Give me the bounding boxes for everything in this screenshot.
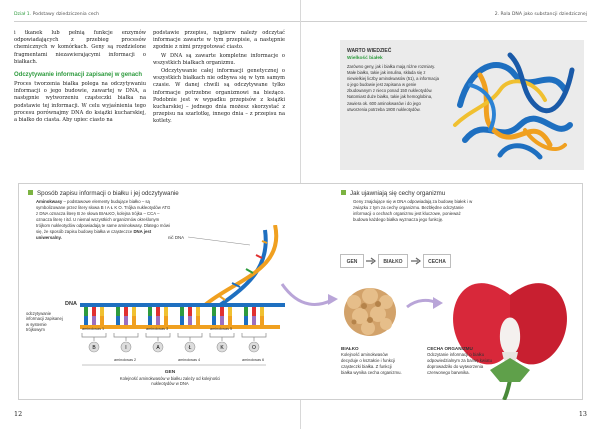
amino-label: aminokwas 3 bbox=[146, 327, 169, 331]
info-box-text: Zarówno geny, jak i białka mają różne rozmiary. Małe białko, takie jak insulina, składa się z niewielkiej liczby aminokwasów (51), a informacja o jego budowie jest zapisana w genie zbudowanym z nieco ponad 150 nukleotydów. Natomiast duże białko, takie jak hemoglobina, zawiera ok. 600 aminokwasów i do jego utworzenia potrzeba 1800 nukleotydów. bbox=[347, 64, 439, 112]
gene-label: GEN bbox=[164, 370, 176, 375]
dna-translation-diagram bbox=[20, 225, 320, 395]
amino-label: aminokwas 6 bbox=[242, 358, 265, 362]
to-protein-arrow-icon bbox=[280, 280, 340, 310]
nucleotide-pairs bbox=[84, 307, 264, 325]
flow-trait: CECHA bbox=[423, 254, 451, 268]
flow-arrow-icon bbox=[366, 257, 376, 265]
to-trait-arrow-icon bbox=[405, 295, 445, 315]
flow-protein: BIAŁKO bbox=[378, 254, 408, 268]
paragraph: Odczytywanie całej informacji genetycznej o wszystkich białkach nie odbywa się w tym samym czasie. W danej chwili są odczytywane tylko informacje potrzebne organizmowi na bieżąco. Podobnie jest w wypadku przepisów z książki kucharskiej – jednego dnia możesz skorzystać z przepisu na szarlotkę, innego dnia – z przepisu na kotlety. bbox=[153, 68, 285, 125]
amino-letter: B bbox=[92, 345, 96, 351]
amino-acid-letters bbox=[89, 342, 259, 352]
left-section-heading: Sposób zapisu informacji o białku i jej odczytywanie bbox=[28, 190, 179, 197]
protein-caption-title: BIAŁKO bbox=[341, 346, 359, 351]
text-column-1 bbox=[14, 30, 146, 125]
trait-caption-text: Odczytanie informacji o białku odpowiedzialnym za barwę kwiatu doprowadziło do wytworzenia czerwonego barwnika. bbox=[427, 352, 492, 375]
paragraph: Proces tworzenia białka polega na odczytywaniu informacji o jego budowie, zawartej w DNA, a następnie wytworzeniu cząsteczki białka na podstawie tej informacji. W celu wyjaśnienia tego procesu porównajmy DNA do książki kucharskiej, a białko do ciasta. Aby upiec ciasto na bbox=[14, 81, 146, 124]
protein-blob-illustration bbox=[340, 284, 400, 340]
page-number-left: 12 bbox=[14, 410, 23, 418]
amino-label: aminokwas 5 bbox=[210, 327, 233, 331]
paragraph: W DNA są zawarte kompletne informacje o wszystkich białkach organizmu. bbox=[153, 52, 285, 66]
paragraph: i tkanek lub pełnią funkcje enzymów odpowiadających z przebieg procesów chemicznych w komórkach. Geny są rozdzielone fragmentami niezawierającymi informacji o białkach. bbox=[14, 30, 146, 65]
dna-upper-strand bbox=[80, 303, 285, 307]
right-section-text: Geny znajdujące się w DNA odpowiadają za budowę białek i w związku z tym za cechy organizmu. Bezbłędne odczytanie informacji o cechach organizmu jest kluczowe, ponieważ budowa każdego białka wyznacza jego funkcję. bbox=[353, 199, 473, 222]
header-rule bbox=[301, 21, 587, 22]
amino-label: aminokwas 1 bbox=[82, 327, 105, 331]
page-number-right: 13 bbox=[578, 410, 587, 418]
info-box-subtitle: Wielkość białek bbox=[347, 56, 383, 61]
dna-helix bbox=[205, 225, 276, 305]
amino-label: aminokwas 4 bbox=[178, 358, 201, 362]
paragraph: podstawie przepisu, najpierw należy odczytać informacje zawarte w tym przepisie, a następnie zgodnie z nimi przygotować ciasto. bbox=[153, 30, 285, 51]
codon-brackets bbox=[82, 333, 266, 341]
amino-letter: A bbox=[156, 345, 160, 351]
amino-letter: Ł bbox=[188, 345, 192, 351]
amino-label: aminokwas 2 bbox=[114, 358, 137, 362]
left-section-text: Aminokwasy – podstawowe elementy budujące białko – są symbolizowane przez litery słowa B I A Ł K O. Trójka nukleotydów ATG z DNA oznacza literę B ze słowa BIAŁKO, kolejna trójka – CCA – oznacza literę I itd. U niemal wszystkich organizmów określonym trójkom nukleotydów odpowiadają te same aminokwasy. Dlatego mówi się, że sposób zapisu budowy białka w cząsteczce DNA jest uniwersalny. bbox=[36, 199, 171, 240]
trait-caption bbox=[427, 346, 505, 376]
info-box-title: WARTO WIEDZIEĆ bbox=[347, 48, 392, 54]
flow-gen: GEN bbox=[340, 254, 364, 268]
amino-letter: I bbox=[125, 345, 127, 351]
info-box bbox=[340, 40, 584, 170]
dna-lower-strand bbox=[80, 325, 280, 329]
section-square-icon bbox=[28, 190, 33, 195]
protein-ribbon-illustration bbox=[440, 45, 580, 167]
chapter-label: Dział 1. bbox=[14, 12, 32, 17]
right-section-heading: Jak ujawniają się cechy organizmu bbox=[341, 190, 445, 197]
protein-caption-text: Kolejność aminokwasów decyduje o kształcie i funkcji cząsteczki białka. Z funkcji białka wynika cecha organizmu. bbox=[341, 352, 402, 375]
red-flower-illustration bbox=[440, 240, 580, 400]
trait-caption-title: CECHA ORGANIZMU bbox=[427, 346, 473, 351]
text-column-2 bbox=[153, 30, 285, 127]
strand-pointer bbox=[188, 237, 250, 245]
flow-arrow-icon bbox=[411, 257, 421, 265]
section-square-icon bbox=[341, 190, 346, 195]
side-label: odczytywanie informacji zapisanej w systemie trójkowym bbox=[26, 311, 63, 332]
gene-caption: Kolejność aminokwasów w białku zależy od kolejności nukleotydów w DNA bbox=[119, 376, 221, 387]
header-rule bbox=[14, 21, 300, 22]
protein-caption bbox=[341, 346, 403, 376]
strand-label: nić DNA bbox=[168, 235, 185, 240]
dna-label: DNA bbox=[65, 301, 77, 307]
amino-letter: K bbox=[220, 345, 224, 351]
chapter-title: Podstawy dziedziczenia cech bbox=[32, 12, 99, 17]
left-running-head bbox=[14, 12, 99, 17]
subheading: Odczytywanie informacji zapisanej w genach bbox=[14, 72, 143, 79]
amino-letter: O bbox=[252, 345, 256, 351]
right-running-head: 2. Rola DNA jako substancji dziedzicznej bbox=[494, 12, 587, 17]
